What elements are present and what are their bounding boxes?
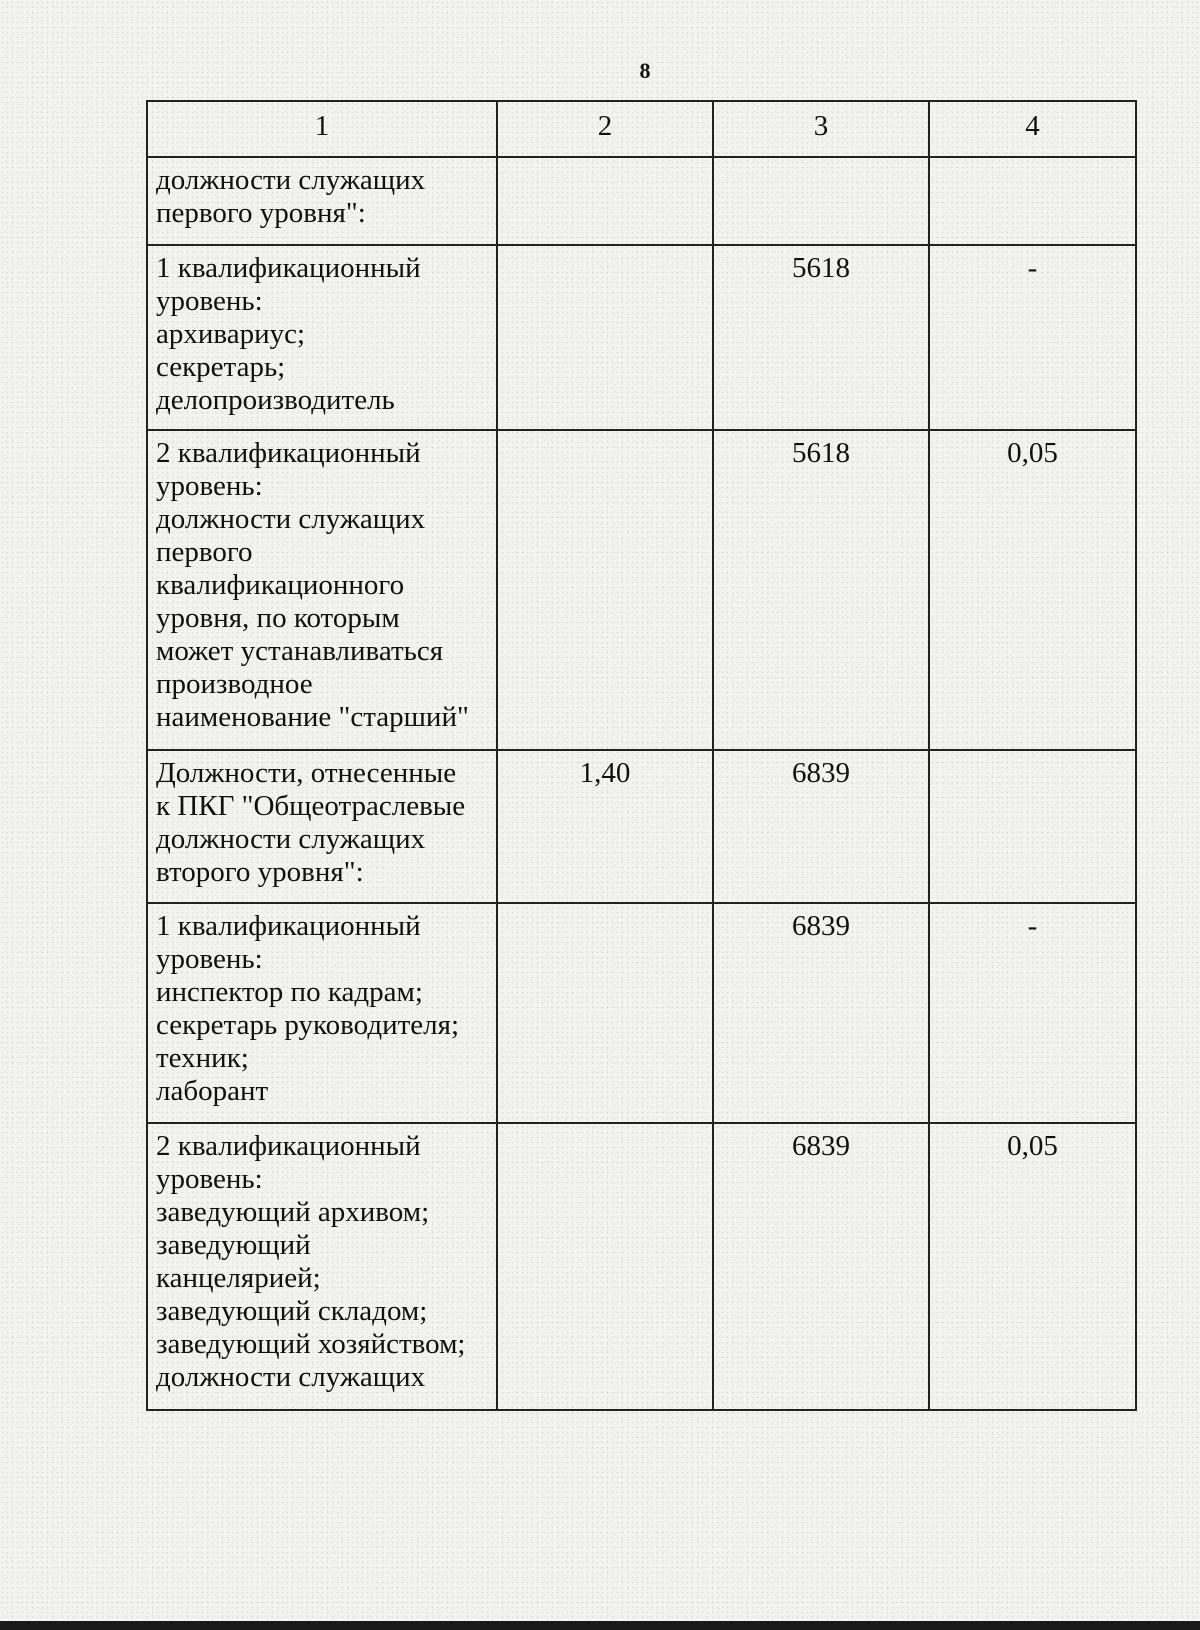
header-cell: 1: [147, 101, 497, 157]
header-cell: 4: [929, 101, 1136, 157]
position-cell: 2 квалификационный уровень: заведующий архивом; заведующий канцелярией; заведующий складом; заведующий хозяйством; должности служащих: [147, 1123, 497, 1410]
table-header-row: [147, 101, 1136, 157]
salary-cell: 5618: [713, 430, 929, 750]
increment-cell: -: [929, 903, 1136, 1123]
salary-cell: 6839: [713, 1123, 929, 1410]
coefficient-cell: [497, 430, 713, 750]
increment-cell: [929, 157, 1136, 245]
coefficient-cell: [497, 245, 713, 430]
table-row: [147, 1123, 1136, 1410]
salary-cell: 6839: [713, 750, 929, 903]
header-cell: 3: [713, 101, 929, 157]
position-cell: Должности, отнесенные к ПКГ "Общеотраслевые должности служащих второго уровня":: [147, 750, 497, 903]
salary-cell: 5618: [713, 245, 929, 430]
increment-cell: -: [929, 245, 1136, 430]
coefficient-cell: [497, 157, 713, 245]
salary-cell: [713, 157, 929, 245]
table-row: [147, 245, 1136, 430]
increment-cell: 0,05: [929, 430, 1136, 750]
coefficient-cell: [497, 903, 713, 1123]
table-row: [147, 430, 1136, 750]
table-row: [147, 903, 1136, 1123]
table-row: [147, 157, 1136, 245]
scan-edge-divider: [0, 1621, 1200, 1630]
salary-cell: 6839: [713, 903, 929, 1123]
position-cell: 1 квалификационный уровень: инспектор по кадрам; секретарь руководителя; техник; лаборант: [147, 903, 497, 1123]
salary-table: [146, 100, 1137, 1411]
header-cell: 2: [497, 101, 713, 157]
position-cell: 2 квалификационный уровень: должности служащих первого квалификационного уровня, по которым может устанавливаться производное наименование "старший": [147, 430, 497, 750]
coefficient-cell: 1,40: [497, 750, 713, 903]
coefficient-cell: [497, 1123, 713, 1410]
increment-cell: [929, 750, 1136, 903]
position-cell: 1 квалификационный уровень: архивариус; секретарь; делопроизводитель: [147, 245, 497, 430]
increment-cell: 0,05: [929, 1123, 1136, 1410]
position-cell: должности служащих первого уровня":: [147, 157, 497, 245]
table-row: [147, 750, 1136, 903]
page-number: 8: [639, 58, 651, 83]
